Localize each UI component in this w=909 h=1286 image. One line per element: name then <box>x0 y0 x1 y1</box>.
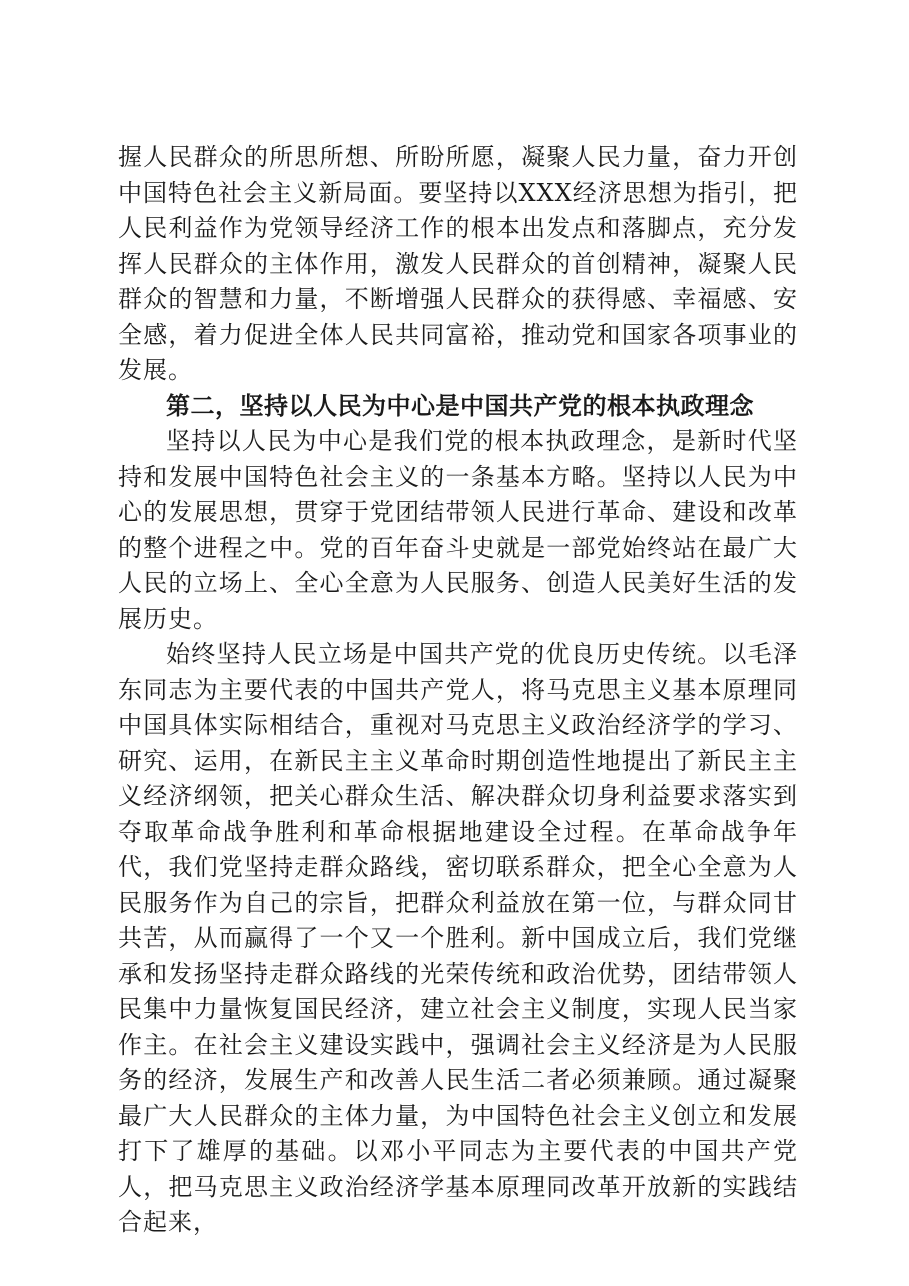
paragraph: 坚持以人民为中心是我们党的根本执政理念，是新时代坚持和发展中国特色社会主义的一条基本方略。坚持以人民为中心的发展思想，贯穿于党团结带领人民进行革命、建设和改革的整个进程之中。党的百年奋斗史就是一部党始终站在最广大人民的立场上、全心全意为人民服务、创造人民美好生活的发展历史。 <box>118 427 798 633</box>
paragraph: 始终坚持人民立场是中国共产党的优良历史传统。以毛泽东同志为主要代表的中国共产党人，将马克思主义基本原理同中国具体实际相结合，重视对马克思主义政治经济学的学习、研究、运用，在新民主主义革命时期创造性地提出了新民主主义经济纲领，把关心群众生活、解决群众切身利益要求落实到夺取革命战争胜利和革命根据地建设全过程。在革命战争年代，我们党坚持走群众路线，密切联系群众，把全心全意为人民服务作为自己的宗旨，把群众利益放在第一位，与群众同甘共苦，从而赢得了一个又一个胜利。新中国成立后，我们党继承和发扬坚持走群众路线的光荣传统和政治优势，团结带领人民集中力量恢复国民经济，建立社会主义制度，实现人民当家作主。在社会主义建设实践中，强调社会主义经济是为人民服务的经济，发展生产和改善人民生活二者必须兼顾。通过凝聚最广大人民群众的主体力量，为中国特色社会主义创立和发展打下了雄厚的基础。以邓小平同志为主要代表的中国共产党人，把马克思主义政治经济学基本原理同改革开放新的实践结合起来， <box>118 640 798 1236</box>
paragraph-continued: 握人民群众的所思所想、所盼所愿，凝聚人民力量，奋力开创中国特色社会主义新局面。要坚持以XXX经济思想为指引，把人民利益作为党领导经济工作的根本出发点和落脚点，充分发挥人民群众的主体作用，激发人民群众的首创精神，凝聚人民群众的智慧和力量，不断增强人民群众的获得感、幸福感、安全感，着力促进全体人民共同富裕，推动党和国家各项事业的发展。 <box>118 143 798 384</box>
document-body <box>118 140 798 1241</box>
section-heading: 第二，坚持以人民为中心是中国共产党的根本执政理念 <box>166 391 754 420</box>
